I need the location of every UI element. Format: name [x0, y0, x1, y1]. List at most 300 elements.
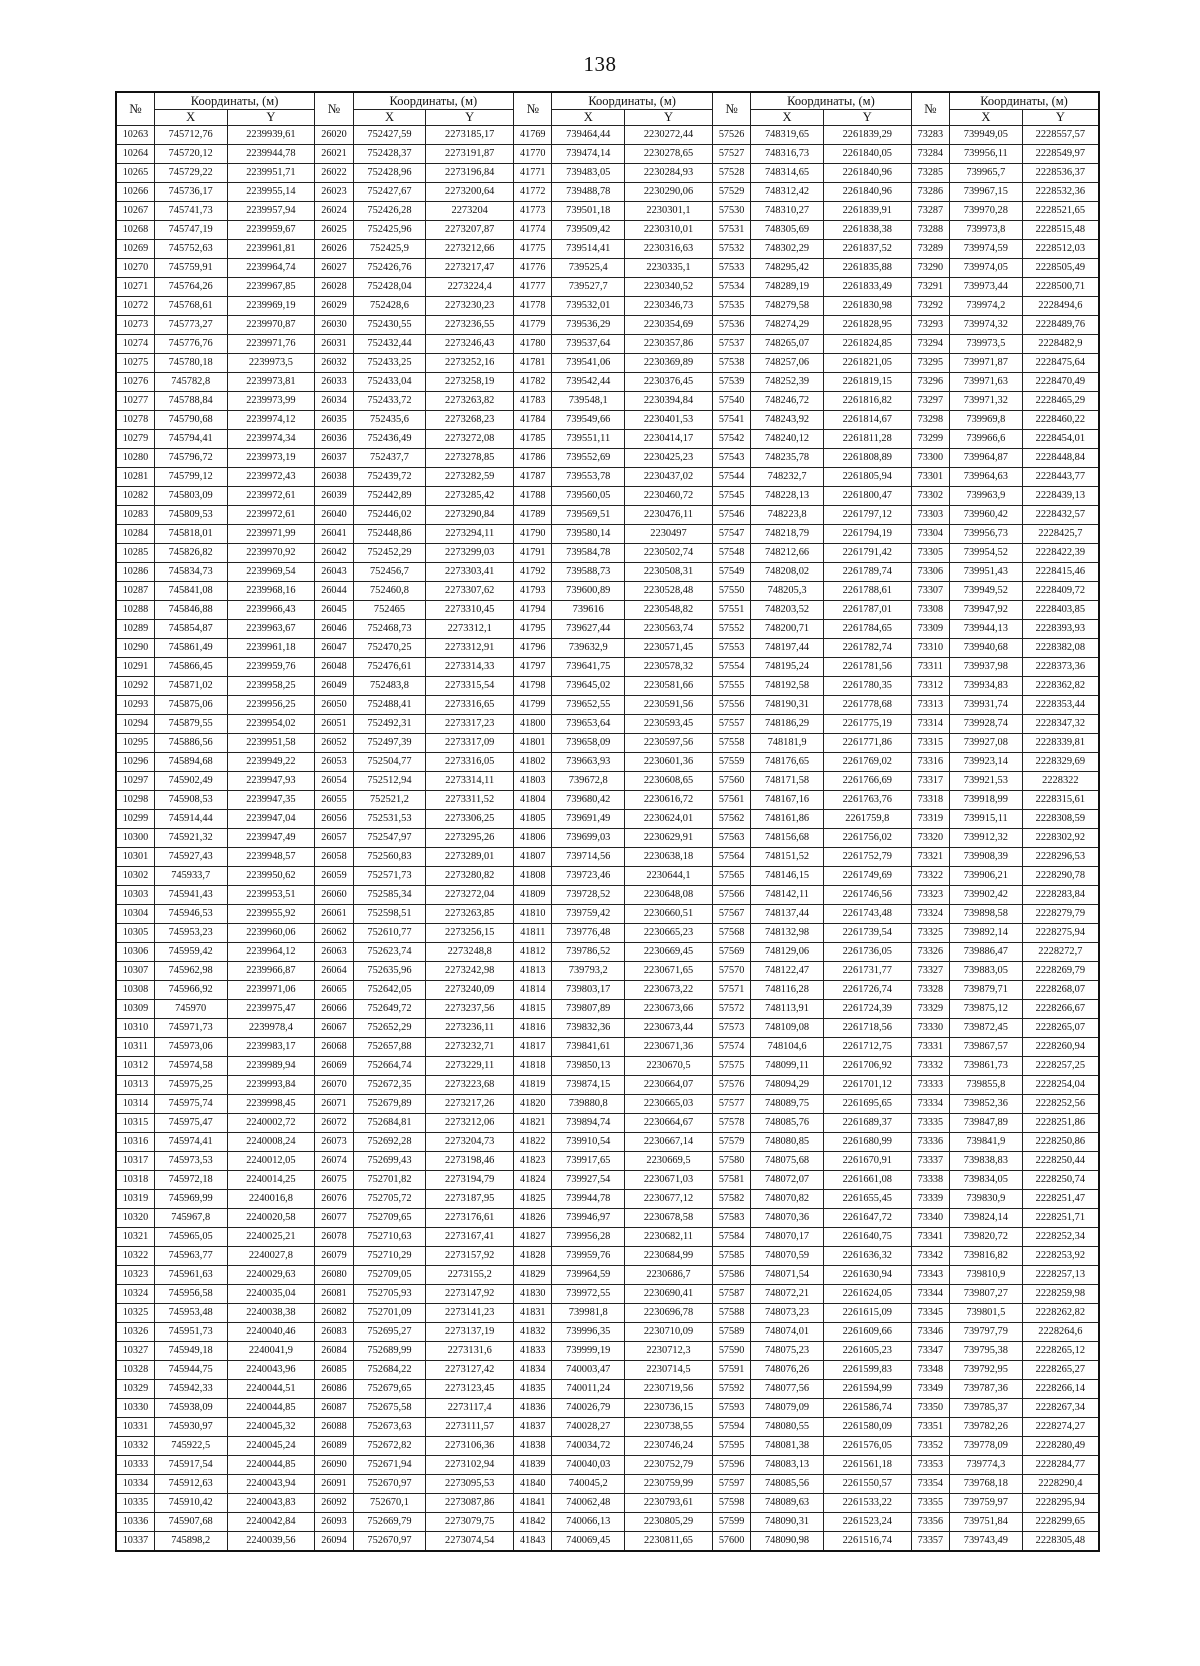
point-number-cell: 26094 — [315, 1532, 353, 1552]
x-coordinate-cell: 739861,73 — [950, 1057, 1023, 1076]
x-coordinate-cell: 739855,8 — [950, 1076, 1023, 1095]
point-number-cell: 26078 — [315, 1228, 353, 1247]
y-coordinate-cell: 2261724,39 — [823, 1000, 911, 1019]
y-coordinate-cell: 2230476,11 — [625, 506, 713, 525]
y-coordinate-cell: 2273191,87 — [426, 145, 514, 164]
point-number-cell: 57555 — [712, 677, 750, 696]
x-coordinate-cell: 745846,88 — [154, 601, 227, 620]
x-coordinate-cell: 739910,54 — [552, 1133, 625, 1152]
y-coordinate-cell: 2273312,91 — [426, 639, 514, 658]
y-coordinate-cell: 2273289,01 — [426, 848, 514, 867]
point-number-cell: 26045 — [315, 601, 353, 620]
point-number-cell: 73340 — [911, 1209, 949, 1228]
y-coordinate-cell: 2228512,03 — [1022, 240, 1099, 259]
x-coordinate-cell: 739600,89 — [552, 582, 625, 601]
point-number-cell: 73321 — [911, 848, 949, 867]
x-coordinate-cell: 745898,2 — [154, 1532, 227, 1552]
table-row — [116, 943, 1099, 962]
point-number-cell: 26087 — [315, 1399, 353, 1418]
y-coordinate-cell: 2239954,02 — [227, 715, 315, 734]
y-coordinate-cell: 2273236,55 — [426, 316, 514, 335]
point-number-cell: 73331 — [911, 1038, 949, 1057]
x-coordinate-cell: 752432,44 — [353, 335, 426, 354]
x-coordinate-cell: 739898,58 — [950, 905, 1023, 924]
x-coordinate-cell: 748074,01 — [751, 1323, 824, 1342]
y-coordinate-cell: 2239989,94 — [227, 1057, 315, 1076]
x-coordinate-cell: 739514,41 — [552, 240, 625, 259]
y-coordinate-cell: 2273299,03 — [426, 544, 514, 563]
y-coordinate-cell: 2230673,66 — [625, 1000, 713, 1019]
y-coordinate-cell: 2273268,23 — [426, 411, 514, 430]
y-coordinate-cell: 2261701,12 — [823, 1076, 911, 1095]
y-coordinate-cell: 2228362,82 — [1022, 677, 1099, 696]
point-number-cell: 26046 — [315, 620, 353, 639]
y-coordinate-cell: 2228329,69 — [1022, 753, 1099, 772]
y-coordinate-cell: 2228253,92 — [1022, 1247, 1099, 1266]
point-number-cell: 26089 — [315, 1437, 353, 1456]
point-number-cell: 73310 — [911, 639, 949, 658]
x-coordinate-cell: 745773,27 — [154, 316, 227, 335]
point-number-cell: 26058 — [315, 848, 353, 867]
y-coordinate-cell: 2228322 — [1022, 772, 1099, 791]
x-coordinate-cell: 745720,12 — [154, 145, 227, 164]
y-coordinate-cell: 2230414,17 — [625, 430, 713, 449]
table-row — [116, 1418, 1099, 1437]
x-coordinate-cell: 752428,37 — [353, 145, 426, 164]
point-number-cell: 57569 — [712, 943, 750, 962]
x-coordinate-cell: 752635,96 — [353, 962, 426, 981]
x-coordinate-cell: 739883,05 — [950, 962, 1023, 981]
point-number-cell: 57535 — [712, 297, 750, 316]
x-coordinate-cell: 745768,61 — [154, 297, 227, 316]
x-coordinate-cell: 748305,69 — [751, 221, 824, 240]
x-coordinate-cell: 739541,06 — [552, 354, 625, 373]
y-coordinate-cell: 2261624,05 — [823, 1285, 911, 1304]
y-coordinate-cell: 2239963,67 — [227, 620, 315, 639]
x-coordinate-cell: 739751,84 — [950, 1513, 1023, 1532]
point-number-cell: 73291 — [911, 278, 949, 297]
x-coordinate-cell: 745944,75 — [154, 1361, 227, 1380]
y-coordinate-cell: 2261839,91 — [823, 202, 911, 221]
point-number-cell: 73339 — [911, 1190, 949, 1209]
y-coordinate-cell: 2261752,79 — [823, 848, 911, 867]
y-coordinate-cell: 2261808,89 — [823, 449, 911, 468]
point-number-cell: 10313 — [116, 1076, 154, 1095]
point-number-cell: 10285 — [116, 544, 154, 563]
x-coordinate-cell: 739807,27 — [950, 1285, 1023, 1304]
x-coordinate-cell: 739973,5 — [950, 335, 1023, 354]
point-number-cell: 41769 — [514, 126, 552, 145]
point-number-cell: 26049 — [315, 677, 353, 696]
point-number-cell: 73284 — [911, 145, 949, 164]
x-coordinate-cell: 745861,49 — [154, 639, 227, 658]
y-coordinate-cell: 2240016,8 — [227, 1190, 315, 1209]
point-number-cell: 26079 — [315, 1247, 353, 1266]
table-row — [116, 696, 1099, 715]
y-coordinate-cell: 2273290,84 — [426, 506, 514, 525]
x-coordinate-cell: 748235,78 — [751, 449, 824, 468]
point-number-cell: 10279 — [116, 430, 154, 449]
y-coordinate-cell: 2230497 — [625, 525, 713, 544]
y-coordinate-cell: 2230673,44 — [625, 1019, 713, 1038]
y-coordinate-cell: 2228308,59 — [1022, 810, 1099, 829]
y-coordinate-cell: 2261794,19 — [823, 525, 911, 544]
x-coordinate-cell: 748076,26 — [751, 1361, 824, 1380]
y-coordinate-cell: 2240042,84 — [227, 1513, 315, 1532]
point-number-cell: 73313 — [911, 696, 949, 715]
y-coordinate-cell: 2273272,08 — [426, 430, 514, 449]
y-coordinate-cell: 2230616,72 — [625, 791, 713, 810]
y-coordinate-cell: 2228296,53 — [1022, 848, 1099, 867]
x-coordinate-cell: 748200,71 — [751, 620, 824, 639]
x-coordinate-cell: 748310,27 — [751, 202, 824, 221]
point-number-cell: 73336 — [911, 1133, 949, 1152]
y-coordinate-cell: 2261580,09 — [823, 1418, 911, 1437]
y-coordinate-cell: 2228443,77 — [1022, 468, 1099, 487]
point-number-cell: 10266 — [116, 183, 154, 202]
point-number-cell: 41773 — [514, 202, 552, 221]
y-coordinate-cell: 2261800,47 — [823, 487, 911, 506]
y-coordinate-cell: 2239971,99 — [227, 525, 315, 544]
point-number-cell: 41823 — [514, 1152, 552, 1171]
y-coordinate-cell: 2261766,69 — [823, 772, 911, 791]
point-number-cell: 26031 — [315, 335, 353, 354]
y-coordinate-cell: 2239964,12 — [227, 943, 315, 962]
point-number-cell: 41797 — [514, 658, 552, 677]
x-coordinate-cell: 739653,64 — [552, 715, 625, 734]
x-coordinate-cell: 740034,72 — [552, 1437, 625, 1456]
x-coordinate-cell: 739548,1 — [552, 392, 625, 411]
point-number-cell: 57580 — [712, 1152, 750, 1171]
no-header: № — [712, 92, 750, 126]
x-coordinate-cell: 752531,53 — [353, 810, 426, 829]
y-coordinate-cell: 2230376,45 — [625, 373, 713, 392]
y-coordinate-cell: 2230712,3 — [625, 1342, 713, 1361]
point-number-cell: 57571 — [712, 981, 750, 1000]
point-number-cell: 10269 — [116, 240, 154, 259]
x-coordinate-cell: 745912,63 — [154, 1475, 227, 1494]
y-coordinate-cell: 2240008,24 — [227, 1133, 315, 1152]
point-number-cell: 26032 — [315, 354, 353, 373]
y-coordinate-cell: 2273131,6 — [426, 1342, 514, 1361]
x-coordinate-cell: 752709,05 — [353, 1266, 426, 1285]
table-row — [116, 430, 1099, 449]
y-coordinate-cell: 2230664,07 — [625, 1076, 713, 1095]
x-coordinate-cell: 752436,49 — [353, 430, 426, 449]
x-coordinate-cell: 752427,59 — [353, 126, 426, 145]
point-number-cell: 26081 — [315, 1285, 353, 1304]
point-number-cell: 41806 — [514, 829, 552, 848]
x-coordinate-cell: 752560,83 — [353, 848, 426, 867]
y-coordinate-cell: 2230682,11 — [625, 1228, 713, 1247]
x-coordinate-cell: 745953,23 — [154, 924, 227, 943]
point-number-cell: 41770 — [514, 145, 552, 164]
y-coordinate-cell: 2230793,61 — [625, 1494, 713, 1513]
y-coordinate-cell: 2273285,42 — [426, 487, 514, 506]
point-number-cell: 41808 — [514, 867, 552, 886]
x-coordinate-cell: 739954,52 — [950, 544, 1023, 563]
x-coordinate-cell: 739537,64 — [552, 335, 625, 354]
y-coordinate-cell: 2228470,49 — [1022, 373, 1099, 392]
y-coordinate-cell: 2230508,31 — [625, 563, 713, 582]
x-coordinate-cell: 745782,8 — [154, 373, 227, 392]
point-number-cell: 10275 — [116, 354, 154, 373]
table-row — [116, 1380, 1099, 1399]
point-number-cell: 73304 — [911, 525, 949, 544]
y-coordinate-cell: 2228251,86 — [1022, 1114, 1099, 1133]
x-coordinate-cell: 739963,9 — [950, 487, 1023, 506]
point-number-cell: 26033 — [315, 373, 353, 392]
point-number-cell: 10325 — [116, 1304, 154, 1323]
table-row — [116, 506, 1099, 525]
point-number-cell: 73308 — [911, 601, 949, 620]
x-coordinate-cell: 740066,13 — [552, 1513, 625, 1532]
y-coordinate-cell: 2273316,65 — [426, 696, 514, 715]
x-coordinate-cell: 739949,05 — [950, 126, 1023, 145]
x-coordinate-cell: 739944,78 — [552, 1190, 625, 1209]
point-number-cell: 57544 — [712, 468, 750, 487]
table-row — [116, 1057, 1099, 1076]
point-number-cell: 73353 — [911, 1456, 949, 1475]
y-coordinate-cell: 2230460,72 — [625, 487, 713, 506]
x-coordinate-cell: 745921,32 — [154, 829, 227, 848]
coordinates-table — [115, 91, 1100, 1552]
x-coordinate-cell: 739927,54 — [552, 1171, 625, 1190]
x-coordinate-cell: 745803,09 — [154, 487, 227, 506]
point-number-cell: 10332 — [116, 1437, 154, 1456]
y-coordinate-cell: 2239972,43 — [227, 468, 315, 487]
x-header: X — [154, 110, 227, 126]
x-coordinate-cell: 739949,52 — [950, 582, 1023, 601]
point-number-cell: 10295 — [116, 734, 154, 753]
y-coordinate-cell: 2228275,94 — [1022, 924, 1099, 943]
y-header: Y — [625, 110, 713, 126]
y-coordinate-cell: 2228409,72 — [1022, 582, 1099, 601]
y-coordinate-cell: 2239947,49 — [227, 829, 315, 848]
point-number-cell: 57557 — [712, 715, 750, 734]
table-row — [116, 1513, 1099, 1532]
table-row — [116, 335, 1099, 354]
y-coordinate-cell: 2273212,06 — [426, 1114, 514, 1133]
y-coordinate-cell: 2261840,96 — [823, 164, 911, 183]
x-coordinate-cell: 739934,83 — [950, 677, 1023, 696]
x-coordinate-cell: 752488,41 — [353, 696, 426, 715]
y-coordinate-cell: 2239960,06 — [227, 924, 315, 943]
point-number-cell: 10280 — [116, 449, 154, 468]
x-coordinate-cell: 752705,72 — [353, 1190, 426, 1209]
y-coordinate-cell: 2230690,41 — [625, 1285, 713, 1304]
x-coordinate-cell: 745975,25 — [154, 1076, 227, 1095]
y-coordinate-cell: 2273102,94 — [426, 1456, 514, 1475]
point-number-cell: 73286 — [911, 183, 949, 202]
y-coordinate-cell: 2228475,64 — [1022, 354, 1099, 373]
point-number-cell: 41839 — [514, 1456, 552, 1475]
point-number-cell: 73351 — [911, 1418, 949, 1437]
point-number-cell: 57567 — [712, 905, 750, 924]
y-coordinate-cell: 2230638,18 — [625, 848, 713, 867]
point-number-cell: 10296 — [116, 753, 154, 772]
y-coordinate-cell: 2228557,57 — [1022, 126, 1099, 145]
point-number-cell: 10274 — [116, 335, 154, 354]
point-number-cell: 41820 — [514, 1095, 552, 1114]
y-coordinate-cell: 2239973,81 — [227, 373, 315, 392]
table-row — [116, 1285, 1099, 1304]
point-number-cell: 10302 — [116, 867, 154, 886]
point-number-cell: 73326 — [911, 943, 949, 962]
table-row — [116, 544, 1099, 563]
table-row — [116, 1323, 1099, 1342]
table-row — [116, 620, 1099, 639]
y-coordinate-cell: 2273294,11 — [426, 525, 514, 544]
point-number-cell: 10305 — [116, 924, 154, 943]
y-coordinate-cell: 2228393,93 — [1022, 620, 1099, 639]
y-coordinate-cell: 2261780,35 — [823, 677, 911, 696]
y-coordinate-cell: 2228266,67 — [1022, 1000, 1099, 1019]
point-number-cell: 57542 — [712, 430, 750, 449]
y-coordinate-cell: 2261830,98 — [823, 297, 911, 316]
x-coordinate-cell: 739879,71 — [950, 981, 1023, 1000]
point-number-cell: 57559 — [712, 753, 750, 772]
x-coordinate-cell: 748319,65 — [751, 126, 824, 145]
y-coordinate-cell: 2261837,52 — [823, 240, 911, 259]
y-coordinate-cell: 2228262,82 — [1022, 1304, 1099, 1323]
y-coordinate-cell: 2261778,68 — [823, 696, 911, 715]
y-coordinate-cell: 2239947,93 — [227, 772, 315, 791]
x-coordinate-cell: 748080,55 — [751, 1418, 824, 1437]
point-number-cell: 26082 — [315, 1304, 353, 1323]
x-coordinate-cell: 745790,68 — [154, 411, 227, 430]
point-number-cell: 26085 — [315, 1361, 353, 1380]
x-coordinate-cell: 740011,24 — [552, 1380, 625, 1399]
table-row — [116, 1399, 1099, 1418]
point-number-cell: 73307 — [911, 582, 949, 601]
x-coordinate-cell: 748116,28 — [751, 981, 824, 1000]
x-coordinate-cell: 739959,76 — [552, 1247, 625, 1266]
x-coordinate-cell: 739965,7 — [950, 164, 1023, 183]
x-coordinate-cell: 752689,99 — [353, 1342, 426, 1361]
point-number-cell: 10328 — [116, 1361, 154, 1380]
y-coordinate-cell: 2261771,86 — [823, 734, 911, 753]
point-number-cell: 41786 — [514, 449, 552, 468]
y-coordinate-cell: 2273317,09 — [426, 734, 514, 753]
x-coordinate-cell: 739974,32 — [950, 316, 1023, 335]
x-coordinate-cell: 739967,15 — [950, 183, 1023, 202]
point-number-cell: 73302 — [911, 487, 949, 506]
point-number-cell: 41809 — [514, 886, 552, 905]
y-coordinate-cell: 2273230,23 — [426, 297, 514, 316]
x-coordinate-cell: 739964,87 — [950, 449, 1023, 468]
y-coordinate-cell: 2230357,86 — [625, 335, 713, 354]
x-coordinate-cell: 739918,99 — [950, 791, 1023, 810]
y-header: Y — [227, 110, 315, 126]
y-coordinate-cell: 2273127,42 — [426, 1361, 514, 1380]
y-coordinate-cell: 2261731,77 — [823, 962, 911, 981]
x-coordinate-cell: 752701,82 — [353, 1171, 426, 1190]
point-number-cell: 10268 — [116, 221, 154, 240]
point-number-cell: 26077 — [315, 1209, 353, 1228]
y-coordinate-cell: 2228536,37 — [1022, 164, 1099, 183]
x-coordinate-cell: 748071,54 — [751, 1266, 824, 1285]
y-coordinate-cell: 2230686,7 — [625, 1266, 713, 1285]
x-coordinate-cell: 739552,69 — [552, 449, 625, 468]
x-coordinate-cell: 748132,98 — [751, 924, 824, 943]
y-coordinate-cell: 2273123,45 — [426, 1380, 514, 1399]
y-coordinate-cell: 2239953,51 — [227, 886, 315, 905]
y-coordinate-cell: 2230667,14 — [625, 1133, 713, 1152]
y-coordinate-cell: 2240043,94 — [227, 1475, 315, 1494]
point-number-cell: 73357 — [911, 1532, 949, 1552]
point-number-cell: 57596 — [712, 1456, 750, 1475]
x-coordinate-cell: 748190,31 — [751, 696, 824, 715]
x-coordinate-cell: 740045,2 — [552, 1475, 625, 1494]
x-coordinate-cell: 739464,44 — [552, 126, 625, 145]
x-coordinate-cell: 739699,03 — [552, 829, 625, 848]
y-coordinate-cell: 2273280,82 — [426, 867, 514, 886]
point-number-cell: 57556 — [712, 696, 750, 715]
x-coordinate-cell: 752699,43 — [353, 1152, 426, 1171]
point-number-cell: 57587 — [712, 1285, 750, 1304]
y-coordinate-cell: 2261712,75 — [823, 1038, 911, 1057]
table-row — [116, 1114, 1099, 1133]
x-coordinate-cell: 739549,66 — [552, 411, 625, 430]
x-coordinate-cell: 748167,16 — [751, 791, 824, 810]
y-coordinate-cell: 2273185,17 — [426, 126, 514, 145]
y-coordinate-cell: 2239951,71 — [227, 164, 315, 183]
point-number-cell: 57538 — [712, 354, 750, 373]
x-coordinate-cell: 748232,7 — [751, 468, 824, 487]
x-coordinate-cell: 752673,63 — [353, 1418, 426, 1437]
point-number-cell: 57586 — [712, 1266, 750, 1285]
x-coordinate-cell: 745974,58 — [154, 1057, 227, 1076]
x-coordinate-cell: 748079,09 — [751, 1399, 824, 1418]
point-number-cell: 26023 — [315, 183, 353, 202]
point-number-cell: 57547 — [712, 525, 750, 544]
y-coordinate-cell: 2228257,13 — [1022, 1266, 1099, 1285]
point-number-cell: 57561 — [712, 791, 750, 810]
x-coordinate-cell: 739921,53 — [950, 772, 1023, 791]
point-number-cell: 41824 — [514, 1171, 552, 1190]
point-number-cell: 41801 — [514, 734, 552, 753]
table-row — [116, 886, 1099, 905]
point-number-cell: 73309 — [911, 620, 949, 639]
y-coordinate-cell: 2230671,36 — [625, 1038, 713, 1057]
x-coordinate-cell: 748080,85 — [751, 1133, 824, 1152]
y-coordinate-cell: 2230346,73 — [625, 297, 713, 316]
point-number-cell: 10291 — [116, 658, 154, 677]
table-row — [116, 525, 1099, 544]
point-number-cell: 26072 — [315, 1114, 353, 1133]
x-coordinate-cell: 745886,56 — [154, 734, 227, 753]
y-coordinate-cell: 2240040,46 — [227, 1323, 315, 1342]
point-number-cell: 57572 — [712, 1000, 750, 1019]
y-coordinate-cell: 2240014,25 — [227, 1171, 315, 1190]
y-coordinate-cell: 2228454,01 — [1022, 430, 1099, 449]
x-coordinate-cell: 752442,89 — [353, 487, 426, 506]
point-number-cell: 73329 — [911, 1000, 949, 1019]
y-coordinate-cell: 2261680,99 — [823, 1133, 911, 1152]
point-number-cell: 57566 — [712, 886, 750, 905]
x-coordinate-cell: 748081,38 — [751, 1437, 824, 1456]
x-coordinate-cell: 752521,2 — [353, 791, 426, 810]
y-coordinate-cell: 2273074,54 — [426, 1532, 514, 1552]
point-number-cell: 73283 — [911, 126, 949, 145]
point-number-cell: 57593 — [712, 1399, 750, 1418]
x-coordinate-cell: 748156,68 — [751, 829, 824, 848]
x-coordinate-cell: 748181,9 — [751, 734, 824, 753]
point-number-cell: 57548 — [712, 544, 750, 563]
y-coordinate-cell: 2228251,71 — [1022, 1209, 1099, 1228]
point-number-cell: 41835 — [514, 1380, 552, 1399]
